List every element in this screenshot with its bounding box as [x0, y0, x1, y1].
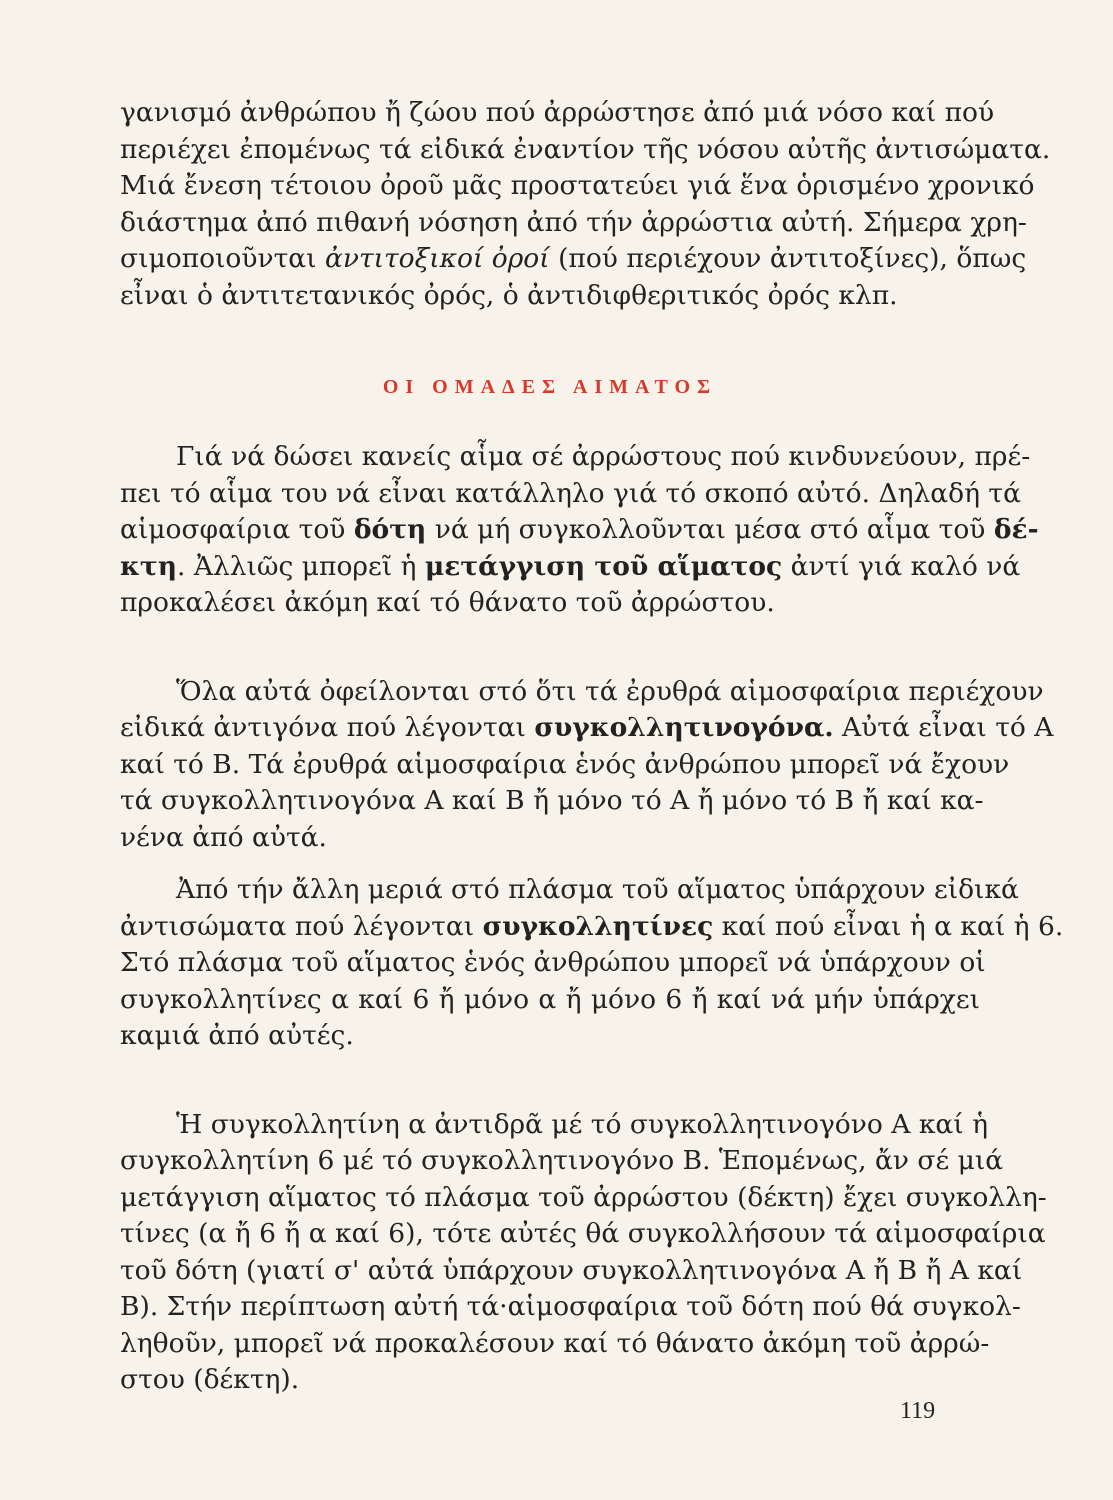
text-run: αἱμοσφαίρια τοῦ: [120, 514, 354, 545]
text-line: τοῦ δότη (γιατί σ' αὐτά ὑπάρχουν συγκολλητινογόνα Α ἤ Β ἤ Α καί: [120, 1254, 1023, 1286]
text-line: [120, 710, 1054, 747]
text-line: [120, 549, 1021, 586]
text-line: πει τό αἷμα του νά εἶναι κατάλληλο γιά τό σκοπό αὐτό. Δηλαδή τά: [120, 477, 1021, 509]
text-line: διάστημα ἀπό πιθανή νόσηση ἀπό τήν ἀρρώστια αὐτή. Σήμερα χρη-: [120, 206, 1027, 238]
paragraph-2: [120, 439, 1039, 622]
bold-term: δέ-: [993, 514, 1039, 545]
text-line: [120, 512, 1039, 549]
section-heading-wrap: [120, 376, 980, 399]
bold-term: μετάγγιση τοῦ αἵματος: [424, 550, 783, 582]
text-line: Γιά νά δώσει κανείς αἷμα σέ ἀρρώστους πού κινδυνεύουν, πρέ-: [176, 441, 1031, 472]
text-line: στου (δέκτη).: [120, 1364, 300, 1395]
text-line: Β). Στήν περίπτωση αὐτή τά·αἱμοσφαίρια τοῦ δότη πού θά συγκολ-: [120, 1291, 1021, 1322]
bold-term: συγκολλητίνες: [482, 910, 714, 942]
text-line: προκαλέσει ἀκόμη καί τό θάνατο τοῦ ἀρρώστου.: [120, 587, 775, 618]
text-run: εἰδικά ἀντιγόνα πού λέγονται: [120, 712, 535, 743]
spacer: [120, 622, 980, 674]
text-line: καί τό Β. Τά ἐρυθρά αἱμοσφαίρια ἑνός ἀνθρώπου μπορεῖ νά ἔχουν: [120, 748, 1010, 780]
italic-term: ἀντιτοξικοί ὀροί: [324, 243, 550, 274]
text-line: τά συγκολλητινογόνα Α καί Β ἤ μόνο τό Α ἤ μόνο τό Β ἤ καί κα-: [120, 785, 984, 816]
text-line: νένα ἀπό αὐτά.: [120, 821, 327, 853]
section-heading: ΟΙ ΟΜΑΔΕΣ ΑΙΜΑΤΟΣ: [382, 376, 718, 398]
text-run: Αὐτά εἶναι τό Α: [833, 712, 1054, 743]
page-content: [120, 95, 1064, 1399]
page-number: 119: [900, 1398, 936, 1424]
text-line: Ὅλα αὐτά ὀφείλονται στό ὅτι τά ἐρυθρά αἱμοσφαίρια περιέχουν: [176, 675, 1044, 707]
text-run: (πού περιέχουν ἀντιτοξίνες), ὅπως: [549, 243, 1027, 274]
text-line: Στό πλάσμα τοῦ αἵματος ἑνός ἀνθρώπου μπορεῖ νά ὑπάρχουν οἱ: [120, 947, 986, 978]
text-line: [120, 909, 1064, 946]
paragraph-3: [120, 674, 1054, 857]
text-run: . Ἀλλιῶς μπορεῖ ἡ: [176, 550, 425, 582]
paragraph-4: [120, 872, 1064, 1055]
bold-term: συγκολλητινογόνα.: [534, 712, 834, 743]
text-run: καί πού εἶναι ἡ α καί ἡ 6.: [713, 910, 1064, 942]
paragraph-1: [120, 95, 1051, 314]
text-run: ἀντισώματα πού λέγονται: [120, 910, 483, 942]
text-line: καμιά ἀπό αὐτές.: [120, 1020, 354, 1051]
text-line: τίνες (α ἤ 6 ἤ α καί 6), τότε αὐτές θά συγκολλήσουν τά αἱμοσφαίρια: [120, 1218, 1046, 1249]
text-run: νά μή συγκολλοῦνται μέσα στό αἷμα τοῦ: [426, 514, 994, 545]
text-run: σιμοποιοῦνται: [120, 243, 325, 274]
text-line: Ἀπό τήν ἄλλη μεριά στό πλάσμα τοῦ αἵματος ὑπάρχουν εἰδικά: [176, 874, 1019, 905]
text-line: Ἡ συγκολλητίνη α ἀντιδρᾶ μέ τό συγκολλητινογόνο Α καί ἡ: [176, 1108, 988, 1140]
text-line: γανισμό ἀνθρώπου ἤ ζώου πού ἀρρώστησε ἀπό μιά νόσο καί πού: [120, 97, 995, 128]
text-line: περιέχει ἐπομένως τά εἰδικά ἐναντίον τῆς νόσου αὐτῆς ἀντισώματα.: [120, 133, 1051, 165]
bold-term: κτη: [120, 550, 177, 582]
text-line: μετάγγιση αἵματος τό πλάσμα τοῦ ἀρρώστου (δέκτη) ἔχει συγκολλη-: [120, 1181, 1047, 1213]
text-line: συγκολλητίνη 6 μέ τό συγκολλητινογόνο Β. Ἑπομένως, ἄν σέ μιά: [120, 1145, 1004, 1176]
text-run: ἀντί γιά καλό νά: [782, 550, 1021, 582]
spacer: [120, 856, 980, 872]
spacer: [120, 1055, 980, 1107]
text-line: ληθοῦν, μπορεῖ νά προκαλέσουν καί τό θάνατο ἀκόμη τοῦ ἀρρώ-: [120, 1327, 990, 1359]
text-line: Μιά ἔνεση τέτοιου ὀροῦ μᾶς προστατεύει γιά ἕνα ὁρισμένο χρονικό: [120, 170, 1035, 201]
text-line: συγκολλητίνες α καί 6 ἤ μόνο α ἤ μόνο 6 ἤ καί νά μήν ὑπάρχει: [120, 983, 980, 1015]
text-line: εἶναι ὁ ἀντιτετανικός ὀρός, ὁ ἀντιδιφθεριτικός ὀρός κλπ.: [120, 279, 898, 311]
text-line: [120, 241, 1027, 278]
paragraph-5: [120, 1107, 1047, 1399]
bold-term: δότη: [353, 514, 427, 545]
